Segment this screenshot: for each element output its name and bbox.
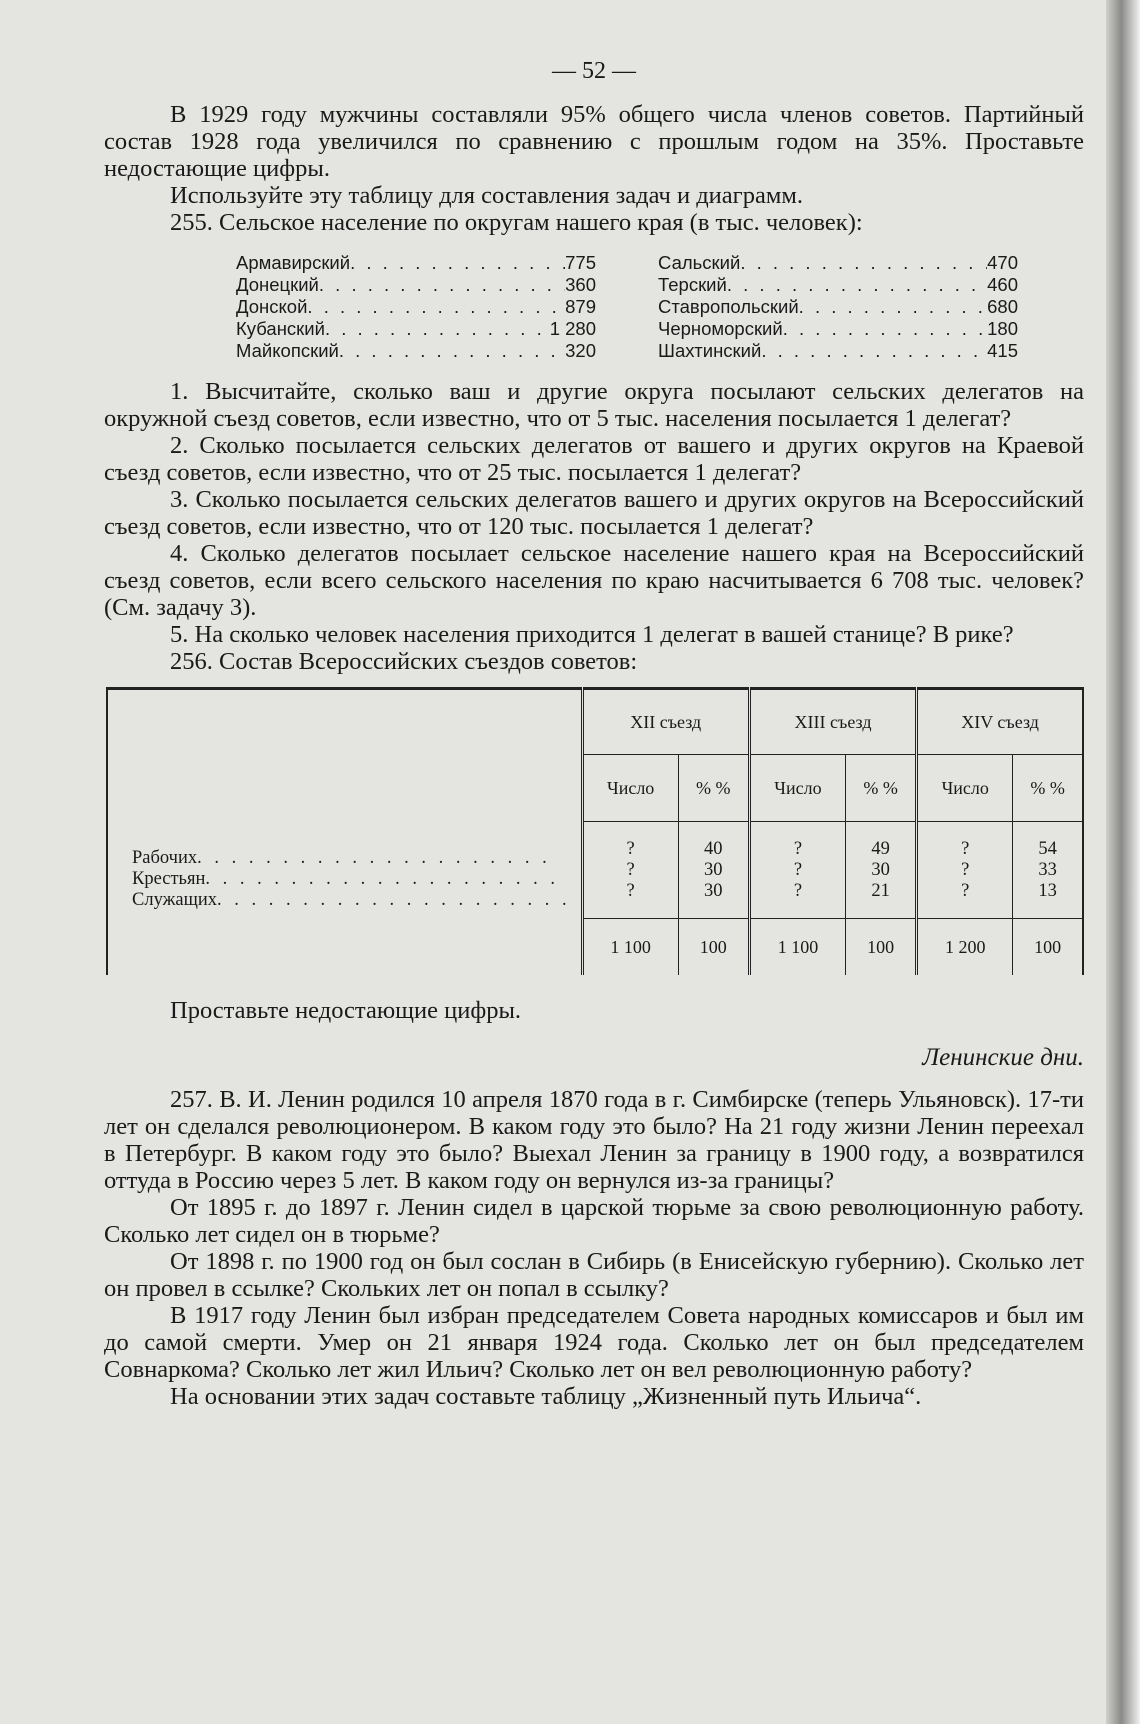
congress-table — [106, 687, 1084, 975]
population-column-left — [236, 252, 596, 362]
intro-paragraph: В 1929 году мужчины составляли 95% общего числа членов советов. Партийный состав 1928 года увеличился по сравнению с прошлым годом на 35%. Проставьте недостающие цифры. — [104, 101, 1084, 182]
total-cell: 1 100 — [749, 919, 845, 976]
question-1: 1. Высчитайте, сколько ваш и другие округа посылают сельских делегатов на окружной съезд советов, если известно, что от 5 тыс. населения посылается 1 делегат? — [104, 378, 1084, 432]
congress-header: XII съезд — [582, 689, 749, 755]
question-3: 3. Сколько посылается сельских делегатов вашего и других округов на Всероссийский съезд советов, если известно, что от 120 тыс. посылается 1 делегат? — [104, 486, 1084, 540]
page-content — [104, 58, 1084, 1410]
category-label: Рабочих . . . — [108, 848, 581, 869]
section-title: Ленинские дни. — [922, 1044, 1084, 1071]
col-percent: % % — [1013, 755, 1083, 822]
task-255-title: 255. Сельское население по округам нашего края (в тыс. человек): — [170, 209, 863, 236]
task-257-paragraph-3: От 1898 г. по 1900 год он был сослан в Сибирь (в Енисейскую губернию). Сколько лет он провел в ссылке? Скольких лет он попал в ссылку? — [104, 1248, 1084, 1302]
col-percent: % % — [678, 755, 749, 822]
congress-header: XIV съезд — [917, 689, 1083, 755]
population-row: Кубанский . . . 1 280 — [236, 318, 596, 340]
task-256-title: 256. Состав Всероссийских съездов советов: — [170, 648, 638, 675]
percent-cell: 49 30 21 — [846, 822, 917, 919]
number-cell: ? ? ? — [582, 822, 678, 919]
category-label: Служащих . . . — [108, 890, 581, 911]
question-2: 2. Сколько посылается сельских делегатов от вашего и других округов на Краевой съезд советов, если известно, что от 25 тыс. посылается 1 делегат? — [104, 432, 1084, 486]
population-row: Ставропольский . . . 680 — [658, 296, 1018, 318]
population-row: Черноморский . . . 180 — [658, 318, 1018, 340]
population-row: Армавирский . . . 775 — [236, 252, 596, 274]
population-row: Шахтинский . . . 415 — [658, 340, 1018, 362]
col-number: Число — [749, 755, 845, 822]
total-cell: 1 100 — [582, 919, 678, 976]
number-cell: ? ? ? — [917, 822, 1013, 919]
task-257-paragraph-5: На основании этих задач составьте таблицу „Жизненный путь Ильича“. — [170, 1383, 922, 1410]
population-table — [236, 252, 1084, 362]
col-number: Число — [917, 755, 1013, 822]
population-row: Донской . . . 879 — [236, 296, 596, 318]
category-column — [107, 689, 582, 976]
percent-cell: 54 33 13 — [1013, 822, 1083, 919]
population-row: Майкопский . . . 320 — [236, 340, 596, 362]
population-row: Донецкий . . . 360 — [236, 274, 596, 296]
category-label: Крестьян . . . — [108, 869, 581, 890]
population-column-right — [658, 252, 1018, 362]
task-257-paragraph-1: 257. В. И. Ленин родился 10 апреля 1870 года в г. Симбирске (теперь Ульяновск). 17-ти лет он сделался революционером. В каком году это было? На 21 году жизни Ленин переехал в Петербург. В каком году это было? Выехал Ленин за границу в 1900 году, а возвратился оттуда в Россию через 5 лет. В каком году он вернулся из-за границы? — [104, 1086, 1084, 1194]
percent-cell: 40 30 30 — [678, 822, 749, 919]
population-row: Сальский . . . 470 — [658, 252, 1018, 274]
table-note: Проставьте недостающие цифры. — [170, 997, 522, 1024]
question-4: 4. Сколько делегатов посылает сельское население нашего края на Всероссийский съезд советов, если всего сельского населения по краю насчитывается 6 708 тыс. человек? (См. задачу 3). — [104, 540, 1084, 621]
population-row: Терский . . . 460 — [658, 274, 1018, 296]
col-number: Число — [582, 755, 678, 822]
total-cell: 100 — [678, 919, 749, 976]
page-edge — [1106, 0, 1140, 1724]
table-hint: Используйте эту таблицу для составления задач и диаграмм. — [170, 182, 803, 209]
total-cell: 100 — [1013, 919, 1083, 976]
question-5: 5. На сколько человек населения приходится 1 делегат в вашей станице? В рике? — [170, 621, 1014, 648]
congress-header: XIII съезд — [749, 689, 916, 755]
number-cell: ? ? ? — [749, 822, 845, 919]
task-257-paragraph-4: В 1917 году Ленин был избран председателем Совета народных комиссаров и был им до самой смерти. Умер он 21 января 1924 года. Сколько лет он был председателем Совнаркома? Сколько лет жил Ильич? Сколько лет он вел революционную работу? — [104, 1302, 1084, 1383]
task-257-paragraph-2: От 1895 г. до 1897 г. Ленин сидел в царской тюрьме за свою революционную работу. Сколько лет сидел он в тюрьме? — [104, 1194, 1084, 1248]
col-percent: % % — [846, 755, 917, 822]
total-cell: 1 200 — [917, 919, 1013, 976]
total-cell: 100 — [846, 919, 917, 976]
page-number: — 52 — — [552, 58, 636, 84]
